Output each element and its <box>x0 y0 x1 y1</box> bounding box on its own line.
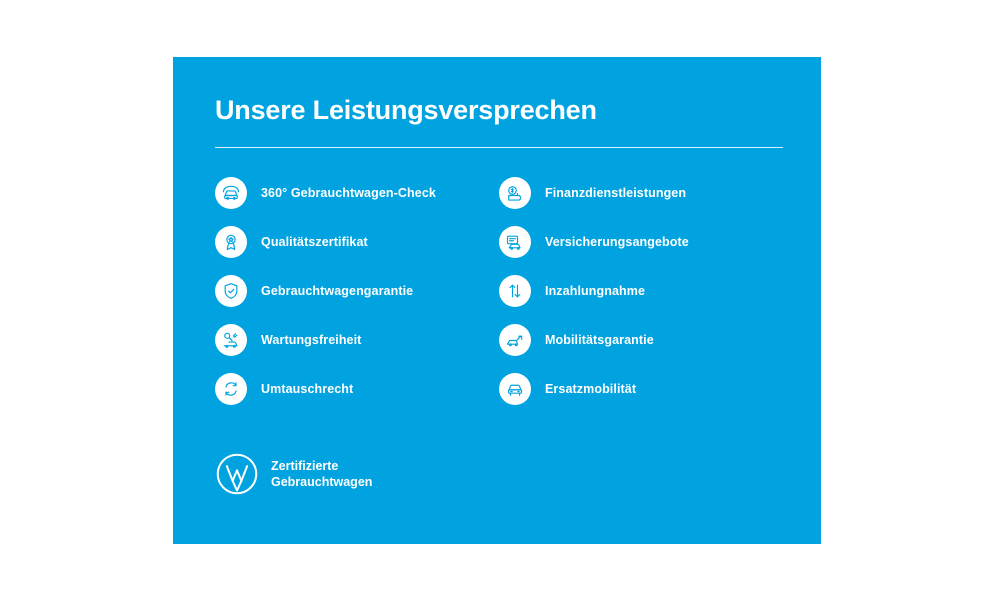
list-item[interactable] <box>499 373 783 405</box>
shield-check-icon <box>215 275 247 307</box>
promise-panel <box>173 57 821 544</box>
list-item-label: Versicherungsangebote <box>545 235 689 249</box>
certified-used-cars-footer <box>215 452 372 496</box>
list-item-label: Qualitätszertifikat <box>261 235 368 249</box>
list-item[interactable] <box>499 177 783 209</box>
footer-line-1: Zertifizierte <box>271 459 339 473</box>
list-item[interactable] <box>215 226 499 258</box>
footer-line-2: Gebrauchtwagen <box>271 475 373 489</box>
promise-list-left <box>215 177 499 405</box>
list-item[interactable] <box>499 226 783 258</box>
list-item[interactable] <box>215 275 499 307</box>
page-title: Unsere Leistungsversprechen <box>215 95 597 125</box>
car-insurance-icon <box>499 226 531 258</box>
title-divider <box>215 147 783 148</box>
up-down-arrows-icon <box>499 275 531 307</box>
replacement-car-icon <box>499 373 531 405</box>
list-item-label: Inzahlungnahme <box>545 284 646 298</box>
coins-money-icon <box>499 177 531 209</box>
list-item[interactable] <box>215 324 499 356</box>
promise-list-right <box>499 177 783 405</box>
list-item[interactable] <box>499 324 783 356</box>
list-item[interactable] <box>215 177 499 209</box>
list-item-label: Finanzdienstleistungen <box>545 186 687 200</box>
list-item-label: Mobilitätsgarantie <box>545 333 654 347</box>
footer-text <box>271 458 372 490</box>
list-item-label: 360° Gebrauchtwagen-Check <box>261 186 436 200</box>
list-item-label: Wartungsfreiheit <box>261 333 362 347</box>
tow-truck-icon <box>499 324 531 356</box>
exchange-arrows-icon <box>215 373 247 405</box>
car-tools-icon <box>215 324 247 356</box>
list-item-label: Umtauschrecht <box>261 382 354 396</box>
vw-logo-icon <box>215 452 259 496</box>
quality-seal-icon <box>215 226 247 258</box>
list-item[interactable] <box>215 373 499 405</box>
car-check-360-icon <box>215 177 247 209</box>
list-item-label: Gebrauchtwagengarantie <box>261 284 414 298</box>
list-item-label: Ersatzmobilität <box>545 382 637 396</box>
promise-columns <box>215 177 783 405</box>
list-item[interactable] <box>499 275 783 307</box>
